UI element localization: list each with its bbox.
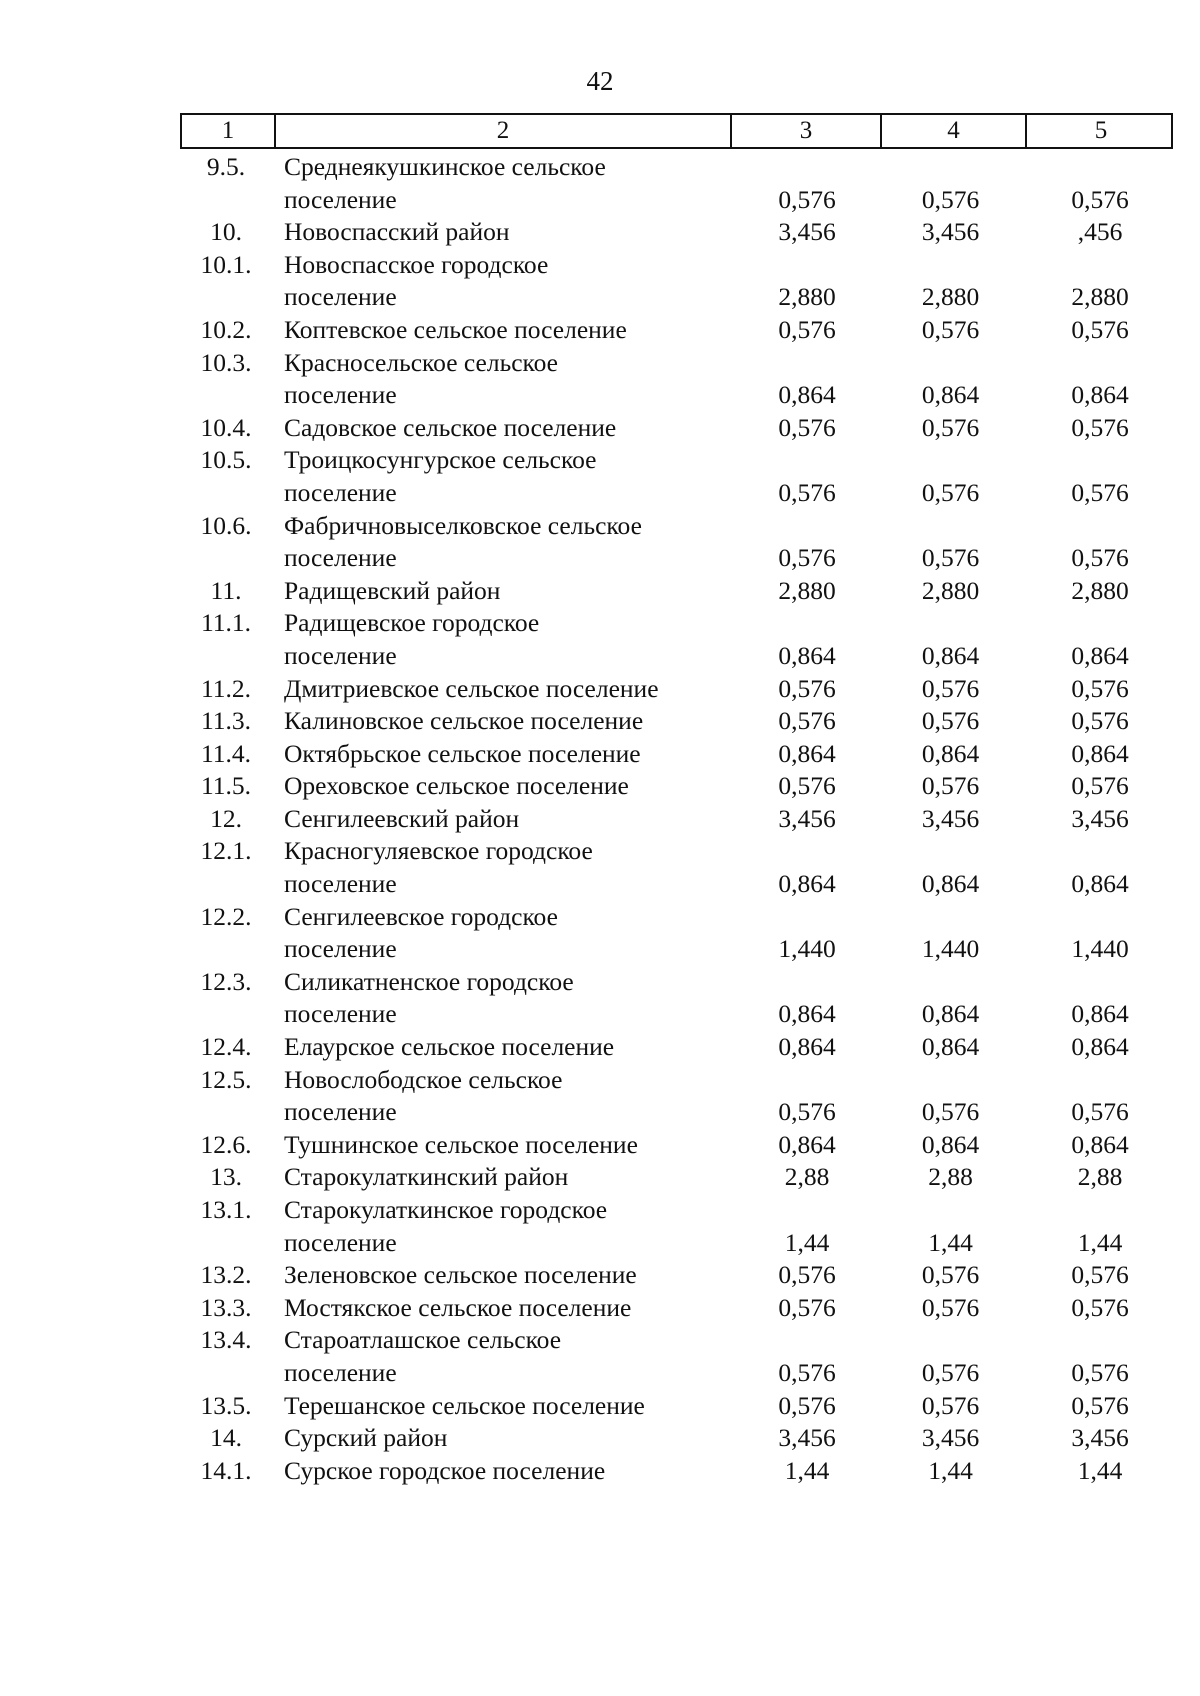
row-number: 13.3.: [200, 1292, 252, 1322]
settlement-name: Калиновское сельское поселение: [284, 706, 644, 736]
value-col-4: 0,576: [921, 1097, 980, 1127]
value-col-3: 0,576: [778, 1097, 836, 1127]
value-col-4: 3,456: [921, 803, 980, 833]
value-col-5: 0,864: [1071, 380, 1129, 410]
settlement-name: Силикатненское городское поселение: [284, 966, 574, 1029]
row-number: 14.1.: [200, 1455, 252, 1485]
value-col-5: 0,576: [1071, 543, 1129, 573]
value-col-5: 0,576: [1071, 1292, 1129, 1322]
row-number: 13.1.: [200, 1195, 252, 1224]
settlement-name: Тушнинское сельское поселение: [284, 1129, 638, 1159]
table-row: [180, 1292, 1173, 1325]
value-col-4: 0,576: [921, 1260, 980, 1290]
row-number: 12.: [210, 803, 242, 833]
table-row: [180, 1161, 1173, 1194]
settlement-name: Садовское сельское поселение: [284, 412, 617, 442]
value-col-3: 0,576: [778, 412, 836, 442]
settlement-name: Старокулаткинский район: [284, 1162, 569, 1192]
settlement-name: Радищевское городское поселение: [284, 608, 540, 670]
value-col-4: 0,576: [921, 673, 980, 703]
table-row: [180, 1194, 1173, 1259]
value-col-3: 0,864: [778, 1032, 836, 1062]
row-number: 13.: [210, 1162, 242, 1192]
row-number: 10.5.: [200, 445, 252, 475]
value-col-3: 0,864: [778, 1129, 836, 1159]
value-col-3: 0,576: [778, 771, 836, 801]
value-col-5: 0,576: [1071, 1357, 1129, 1387]
table-row: [180, 1129, 1173, 1162]
value-col-4: 0,576: [921, 314, 980, 344]
table-row: [180, 412, 1173, 445]
table-row: [180, 1455, 1173, 1488]
value-col-5: 0,576: [1071, 477, 1129, 507]
row-number: 12.5.: [200, 1064, 252, 1094]
table-row: [180, 1064, 1173, 1129]
value-col-3: 0,864: [778, 640, 836, 670]
page-number: 42: [586, 66, 614, 96]
value-col-5: 0,576: [1071, 706, 1129, 736]
settlement-name: Новоспасское городское поселение: [284, 249, 549, 312]
value-col-4: 0,864: [921, 1129, 980, 1159]
value-col-5: ,456: [1077, 217, 1123, 247]
table-row: [180, 314, 1173, 347]
value-col-4: 0,576: [921, 771, 980, 801]
row-number: 12.3.: [200, 966, 252, 996]
value-col-5: 0,576: [1071, 771, 1129, 801]
value-col-4: 0,864: [921, 869, 980, 899]
row-number: 11.3.: [200, 706, 252, 736]
row-number: 9.5.: [206, 152, 246, 181]
value-col-3: 2,88: [784, 1162, 830, 1192]
table-row: [180, 1259, 1173, 1292]
value-col-4: 0,576: [921, 184, 980, 214]
value-col-5: 0,576: [1071, 1260, 1129, 1290]
row-number: 13.5.: [200, 1390, 252, 1420]
table-row: [180, 510, 1173, 575]
row-number: 11.: [210, 575, 242, 605]
table-header: [180, 113, 1173, 149]
settlement-name: Коптевское сельское поселение: [284, 314, 627, 344]
value-col-4: 2,880: [921, 575, 980, 605]
value-col-4: 0,576: [921, 1390, 980, 1420]
value-col-5: 1,44: [1077, 1227, 1123, 1257]
value-col-5: 1,44: [1077, 1455, 1123, 1485]
column-header-2: 2: [274, 115, 730, 147]
row-number: 11.4.: [200, 738, 252, 768]
value-col-5: 0,864: [1071, 738, 1129, 768]
value-col-3: 0,576: [778, 1292, 836, 1322]
settlement-name: Ореховское сельское поселение: [284, 771, 629, 801]
value-col-5: 0,576: [1071, 184, 1129, 214]
row-number: 10.4.: [200, 412, 252, 442]
table-row: [180, 901, 1173, 966]
value-col-5: 0,864: [1071, 1129, 1129, 1159]
table-row: [180, 444, 1173, 509]
table-row: [180, 1390, 1173, 1423]
value-col-5: 0,576: [1071, 314, 1129, 344]
value-col-4: 2,880: [921, 282, 980, 312]
value-col-3: 0,576: [778, 1390, 836, 1420]
value-col-4: 0,576: [921, 706, 980, 736]
value-col-4: 0,864: [921, 999, 980, 1029]
table-row: [180, 770, 1173, 803]
value-col-3: 3,456: [778, 1423, 836, 1453]
value-col-5: 0,576: [1071, 412, 1129, 442]
value-col-5: 0,576: [1071, 1097, 1129, 1127]
settlement-name: Троицкосунгурское сельское поселение: [284, 445, 597, 507]
settlement-name: Новоспасский район: [284, 217, 510, 247]
value-col-3: 0,864: [778, 380, 836, 410]
value-col-5: 1,440: [1071, 934, 1129, 964]
settlement-name: Елаурское сельское поселение: [284, 1032, 615, 1062]
settlement-name: Сенгилеевское городское поселение: [284, 901, 558, 964]
table-row: [180, 835, 1173, 900]
value-col-4: 2,88: [928, 1162, 973, 1192]
row-number: 14.: [210, 1423, 242, 1453]
value-col-4: 3,456: [921, 1423, 980, 1453]
value-col-4: 3,456: [921, 217, 980, 247]
value-col-4: 0,864: [921, 640, 980, 670]
settlement-name: Мостякское сельское поселение: [284, 1292, 632, 1322]
table-row: [180, 607, 1173, 672]
table-row: [180, 151, 1173, 216]
table-row: [180, 673, 1173, 706]
settlement-name: Старокулаткинское городское поселение: [284, 1195, 608, 1257]
value-col-3: 2,880: [778, 282, 836, 312]
settlement-name: Сурский район: [284, 1423, 448, 1453]
table-row: [180, 575, 1173, 608]
value-col-4: 0,576: [921, 412, 980, 442]
settlement-name: Сенгилеевский район: [284, 803, 520, 833]
table-row: [180, 216, 1173, 249]
value-col-3: 0,576: [778, 477, 836, 507]
value-col-5: 0,576: [1071, 673, 1129, 703]
value-col-3: 1,440: [778, 934, 836, 964]
row-number: 10.: [210, 217, 242, 247]
row-number: 11.5.: [200, 771, 252, 801]
data-table: [180, 113, 1173, 1487]
value-col-5: 0,864: [1071, 999, 1129, 1029]
value-col-5: 0,864: [1071, 1032, 1129, 1062]
settlement-name: Красносельское сельское поселение: [284, 347, 558, 410]
settlement-name: Среднеякушкинское сельское поселение: [284, 152, 606, 214]
value-col-3: 0,576: [778, 706, 836, 736]
value-col-5: 3,456: [1071, 1423, 1129, 1453]
settlement-name: Радищевский район: [284, 575, 501, 605]
value-col-5: 0,864: [1071, 640, 1129, 670]
value-col-3: 1,44: [784, 1455, 830, 1485]
value-col-3: 3,456: [778, 803, 836, 833]
settlement-name: Фабричновыселковское сельское поселение: [284, 510, 642, 573]
value-col-3: 3,456: [778, 217, 836, 247]
row-number: 12.2.: [200, 901, 252, 931]
value-col-5: 0,576: [1071, 1390, 1129, 1420]
row-number: 10.2.: [200, 314, 252, 344]
value-col-4: 1,44: [928, 1455, 973, 1485]
table-row: [180, 1324, 1173, 1389]
value-col-3: 0,864: [778, 869, 836, 899]
row-number: 11.2.: [200, 673, 252, 703]
settlement-name: Новослободское сельское поселение: [284, 1064, 563, 1127]
value-col-3: 0,576: [778, 184, 836, 214]
value-col-3: 0,576: [778, 1357, 836, 1387]
row-number: 13.2.: [200, 1260, 252, 1290]
settlement-name: Зеленовское сельское поселение: [284, 1260, 637, 1290]
value-col-3: 1,44: [784, 1227, 830, 1257]
table-row: [180, 705, 1173, 738]
settlement-name: Староатлашское сельское поселение: [284, 1325, 562, 1387]
settlement-name: Красногуляевское городское поселение: [284, 836, 593, 899]
table-row: [180, 1031, 1173, 1064]
value-col-5: 0,864: [1071, 869, 1129, 899]
column-header-3: 3: [730, 115, 880, 147]
settlement-name: Сурское городское поселение: [284, 1455, 606, 1485]
value-col-3: 0,576: [778, 1260, 836, 1290]
row-number: 12.6.: [200, 1129, 252, 1159]
value-col-4: 0,576: [921, 543, 980, 573]
value-col-4: 1,44: [928, 1227, 973, 1257]
value-col-4: 0,576: [921, 1292, 980, 1322]
value-col-5: 2,88: [1077, 1162, 1123, 1192]
row-number: 10.3.: [200, 347, 252, 377]
row-number: 11.1.: [200, 608, 252, 638]
value-col-4: 1,440: [921, 934, 980, 964]
value-col-3: 0,576: [778, 673, 836, 703]
table-row: [180, 738, 1173, 771]
table-body: [180, 151, 1173, 1487]
value-col-4: 0,864: [921, 1032, 980, 1062]
value-col-4: 0,576: [921, 477, 980, 507]
row-number: 12.4.: [200, 1032, 252, 1062]
table-row: [180, 1422, 1173, 1455]
table-row: [180, 249, 1173, 314]
table-row: [180, 347, 1173, 412]
row-number: 13.4.: [200, 1325, 252, 1355]
row-number: 10.1.: [200, 249, 252, 279]
column-header-1: 1: [221, 117, 235, 144]
table-row: [180, 966, 1173, 1031]
row-number: 12.1.: [200, 836, 252, 866]
value-col-4: 0,864: [921, 738, 980, 768]
value-col-5: 2,880: [1071, 575, 1129, 605]
value-col-4: 0,576: [921, 1357, 980, 1387]
value-col-3: 0,864: [778, 999, 836, 1029]
value-col-5: 3,456: [1071, 803, 1129, 833]
value-col-4: 0,864: [921, 380, 980, 410]
value-col-3: 2,880: [778, 575, 836, 605]
settlement-name: Октябрьское сельское поселение: [284, 738, 641, 768]
settlement-name: Дмитриевское сельское поселение: [284, 673, 659, 703]
value-col-3: 0,576: [778, 314, 836, 344]
column-header-4: 4: [880, 115, 1025, 147]
row-number: 10.6.: [200, 510, 252, 540]
value-col-3: 0,864: [778, 738, 836, 768]
settlement-name: Терешанское сельское поселение: [284, 1390, 645, 1420]
column-header-5: 5: [1025, 115, 1175, 147]
table-row: [180, 803, 1173, 836]
value-col-3: 0,576: [778, 543, 836, 573]
value-col-5: 2,880: [1071, 282, 1129, 312]
